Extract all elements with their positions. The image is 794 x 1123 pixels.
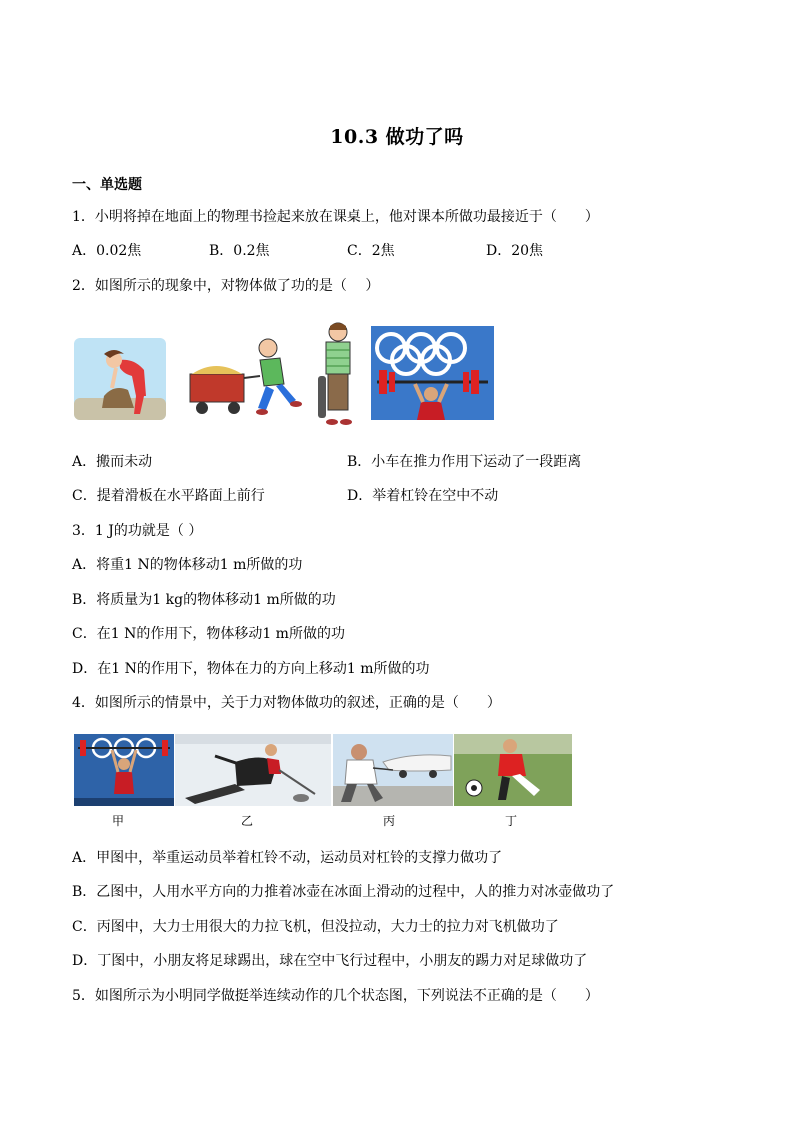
q1-option-a: A．0.02焦 <box>72 243 142 259</box>
caption-yi: 乙 <box>240 814 253 828</box>
photo-ding-kicking-ball <box>454 734 572 806</box>
q2-option-a: A．搬而未动 <box>72 454 153 470</box>
q3-option-a: A．将重1 N的物体移动1 m所做的功 <box>72 557 303 573</box>
question-4-stem: 4．如图所示的情景中，关于力对物体做功的叙述，正确的是（ ） <box>72 695 501 711</box>
q1-option-d: D．20焦 <box>486 243 544 259</box>
page-title: 10.3 做功了吗 <box>330 126 464 148</box>
q2-option-d: D．举着杠铃在空中不动 <box>347 488 499 504</box>
q2-option-b: B．小车在推力作用下运动了一段距离 <box>347 454 582 470</box>
question-3-stem: 3．1 J的功就是（ ） <box>72 523 203 539</box>
photo-yi-curling <box>175 734 331 806</box>
question-1-stem: 1．小明将掉在地面上的物理书捡起来放在课桌上，他对课本所做功最接近于（ ） <box>72 209 599 225</box>
question-5-stem: 5．如图所示为小明同学做挺举连续动作的几个状态图，下列说法不正确的是（ ） <box>72 988 599 1004</box>
q3-option-d: D．在1 N的作用下，物体在力的方向上移动1 m所做的功 <box>72 661 430 677</box>
caption-ding: 丁 <box>504 814 517 828</box>
figure-carrying-skateboard <box>316 320 358 430</box>
q1-option-c: C．2焦 <box>347 243 395 259</box>
question-2-stem: 2．如图所示的现象中，对物体做了功的是（ ） <box>72 278 380 294</box>
caption-jia: 甲 <box>111 814 124 828</box>
figure-pushing-cart <box>186 334 308 418</box>
caption-bing: 丙 <box>382 814 395 828</box>
q2-option-c: C．提着滑板在水平路面上前行 <box>72 488 265 504</box>
q1-option-b: B．0.2焦 <box>209 243 270 259</box>
figure-lifting-box <box>74 338 166 420</box>
photo-bing-pulling-plane <box>333 734 453 806</box>
q4-option-d: D．丁图中，小朋友将足球踢出，球在空中飞行过程中，小朋友的踢力对足球做功了 <box>72 953 588 969</box>
photo-jia-weightlifter <box>74 734 174 806</box>
q4-option-a: A．甲图中，举重运动员举着杠铃不动，运动员对杠铃的支撑力做功了 <box>72 850 503 866</box>
section-heading: 一、单选题 <box>72 177 142 193</box>
q3-option-c: C．在1 N的作用下，物体移动1 m所做的功 <box>72 626 345 642</box>
q3-option-b: B．将质量为1 kg的物体移动1 m所做的功 <box>72 592 336 608</box>
q4-option-b: B．乙图中，人用水平方向的力推着冰壶在冰面上滑动的过程中，人的推力对冰壶做功了 <box>72 884 615 900</box>
q4-option-c: C．丙图中，大力士用很大的力拉飞机，但没拉动，大力士的拉力对飞机做功了 <box>72 919 559 935</box>
figure-weightlifter-rings <box>371 326 494 420</box>
